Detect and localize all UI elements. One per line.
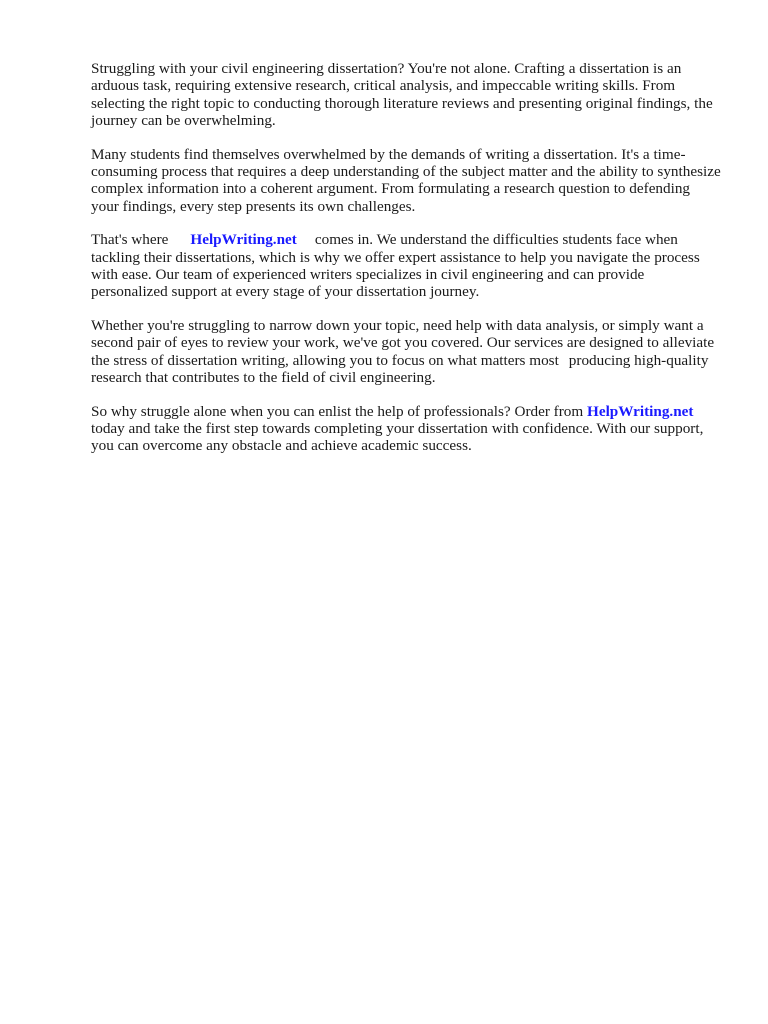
paragraph-challenges — [91, 146, 721, 216]
helpwriting-order-link[interactable]: HelpWriting.net — [587, 402, 694, 420]
document-body — [91, 60, 721, 471]
paragraph-support — [91, 317, 721, 387]
paragraph-intro — [91, 60, 721, 130]
paragraph-support-lead: Whether you're struggling to narrow down your topic, need help with data analysis, or simply want a second pair of eyes to review your work, we've got you covered. Our services are designed to alleviate the stress of dissertation writing, allowing you to focus on what matters most — [91, 316, 715, 369]
paragraph-support-text: producing high-quality research that contributes to the field of civil engineering. — [91, 351, 709, 387]
paragraph-order-text: today and take the first step towards completing your dissertation with confidence. With our support, you can overcome any obstacle and achieve academic success. — [91, 419, 704, 455]
paragraph-service-text: comes in. We understand the difficulties students face when tackling their dissertations, which is why we offer expert assistance to help you navigate the process with ease. Our team of experienced writers specializes in civil engineering and can provide personalized support at every stage of your dissertation journey. — [91, 231, 700, 301]
helpwriting-link[interactable]: HelpWriting.net — [190, 231, 297, 249]
paragraph-order-lead: So why struggle alone when you can enlist the help of professionals? Order from — [91, 402, 584, 420]
paragraph-intro-text: Struggling with your civil engineering dissertation? You're not alone. Crafting a dissertation is an arduous task, requiring extensive research, critical analysis, and impeccable writing skills. From selecting the right topic to conducting thorough literature reviews and presenting original findings, the journey can be overwhelming. — [91, 60, 713, 130]
paragraph-order — [91, 403, 721, 455]
paragraph-service-lead: That's where — [91, 231, 169, 249]
paragraph-challenges-text: Many students find themselves overwhelmed by the demands of writing a dissertation. It's a time-consuming process that requires a deep understanding of the subject matter and the ability to synthesize complex information into a coherent argument. From formulating a research question to defending your findings, every step presents its own challenges. — [91, 145, 721, 215]
paragraph-service — [91, 231, 721, 301]
